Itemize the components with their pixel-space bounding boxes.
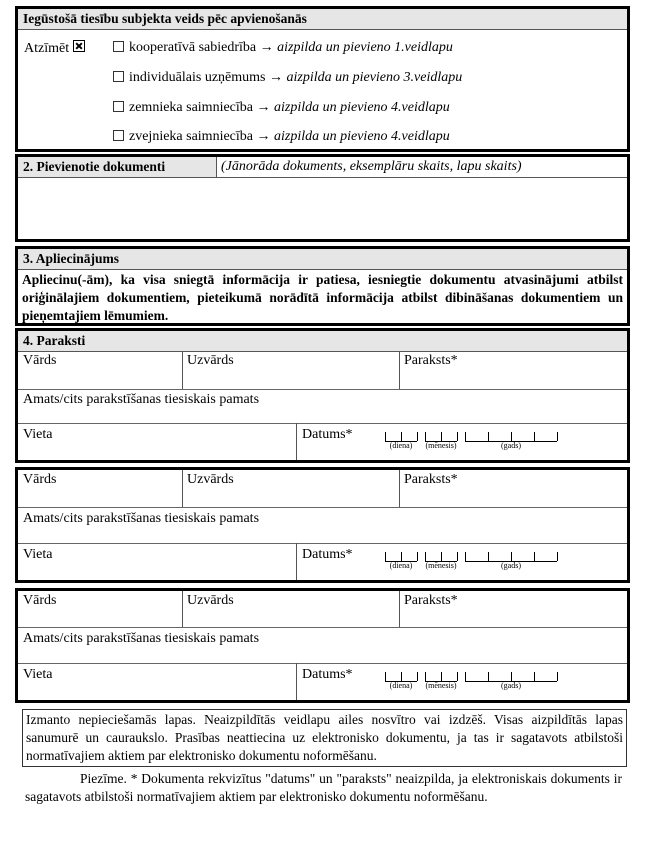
last-name-label: Uzvārds	[187, 593, 234, 608]
first-name-field[interactable]	[23, 472, 56, 488]
signature-block-2	[15, 467, 630, 583]
date-year-tick	[511, 672, 512, 681]
date-year-tick	[465, 672, 466, 681]
last-name-field[interactable]	[187, 472, 234, 488]
first-name-field[interactable]	[23, 593, 56, 609]
option-cooperative[interactable]	[113, 40, 453, 56]
signature-body	[18, 591, 627, 700]
date-month-tick	[457, 672, 458, 681]
date-day-tick	[385, 552, 386, 561]
date-label: Datums*	[302, 427, 353, 442]
date-year-tick	[465, 552, 466, 561]
mark-label: Atzīmēt	[24, 41, 70, 56]
col-divider	[182, 352, 183, 389]
position-field[interactable]	[23, 392, 259, 408]
date-field[interactable]	[302, 547, 353, 563]
position-field[interactable]	[23, 631, 259, 647]
date-month-tick	[441, 672, 442, 681]
date-year-tick	[534, 552, 535, 561]
last-name-field[interactable]	[187, 593, 234, 609]
checked-box-icon	[73, 40, 85, 52]
date-year-tick	[557, 552, 558, 561]
option-label: zvejnieka saimniecība	[129, 129, 253, 144]
place-field[interactable]	[23, 667, 52, 683]
date-field[interactable]	[302, 427, 353, 443]
option-action: aizpilda un pievieno 3.veidlapu	[286, 70, 463, 85]
checkbox-farm[interactable]	[113, 101, 124, 112]
checkbox-fishery[interactable]	[113, 130, 124, 141]
place-label: Vieta	[23, 427, 53, 442]
col-divider	[296, 543, 297, 580]
first-name-label: Vārds	[23, 353, 57, 368]
position-label: Amats/cits parakstīšanas tiesiskais pamats	[23, 392, 260, 407]
date-day-label: (diena)	[389, 561, 413, 570]
date-year-tick	[557, 672, 558, 681]
option-individual[interactable]	[113, 70, 462, 86]
option-action: aizpilda un pievieno 1.veidlapu	[277, 40, 453, 55]
col-divider	[182, 591, 183, 627]
date-year-label: (gads)	[501, 561, 521, 570]
date-year-label: (gads)	[501, 681, 521, 690]
option-label: zemnieka saimniecība	[129, 100, 253, 115]
signature-body	[18, 352, 627, 460]
signature-field[interactable]	[404, 593, 458, 609]
arrow-icon: →	[259, 40, 274, 55]
date-label: Datums*	[302, 667, 353, 682]
instructions-note: Izmanto nepieciešamās lapas. Neaizpildītās veidlapu ailes nosvītro vai izdzēš. Visas aizpildītās lapas sanumurē un cauraukslo. Prasības neattiecina uz elektronisko dokumentu, ja tas ir sagatavots atbilstoši normatīvajiem aktiem par elektronisko dokumentu noformēšanu.	[22, 709, 627, 767]
date-label: Datums*	[302, 547, 353, 562]
place-field[interactable]	[23, 547, 52, 563]
date-month-tick	[425, 552, 426, 561]
col-divider	[399, 591, 400, 627]
date-month-label: (mēnesis)	[425, 441, 457, 450]
col-divider	[182, 470, 183, 507]
signature-label: Paraksts*	[404, 593, 458, 608]
section-entity-type	[15, 6, 630, 152]
position-label: Amats/cits parakstīšanas tiesiskais pamats	[23, 511, 260, 526]
col-divider	[399, 352, 400, 389]
position-label: Amats/cits parakstīšanas tiesiskais pamats	[23, 631, 260, 646]
date-year-tick	[534, 672, 535, 681]
place-label: Vieta	[23, 547, 53, 562]
date-year-tick	[534, 432, 535, 441]
date-year-tick	[488, 672, 489, 681]
date-day-tick	[385, 672, 386, 681]
date-month-tick	[425, 672, 426, 681]
footnote: Piezīme. * Dokumenta rekvizītus "datums" un "paraksts" neaizpilda, ja elektroniskais dokuments ir sagatavots atbilstoši normatīvajiem aktiem par elektronisko dokumentu noformēšanu.	[25, 771, 622, 804]
date-day-tick	[401, 552, 402, 561]
signature-body	[18, 470, 627, 580]
option-action: aizpilda un pievieno 4.veidlapu	[274, 129, 450, 144]
date-month-tick	[441, 432, 442, 441]
first-name-label: Vārds	[23, 593, 57, 608]
signature-block-1	[15, 328, 630, 463]
declaration-text: Apliecinu(-ām), ka visa sniegtā informācija ir patiesa, iesniegtie dokumentu atvasinājumi atbilst oriģinālajiem dokumentiem, pieteikumā norādītā informācija atbilst dibināšanas dokumentiem un pieņemtajiem lēmumiem.	[22, 272, 623, 323]
row-divider	[18, 507, 627, 508]
section-attached-documents-title: 2. Pievienotie dokumenti	[18, 157, 216, 177]
date-year-tick	[557, 432, 558, 441]
date-year-tick	[488, 432, 489, 441]
place-label: Vieta	[23, 667, 53, 682]
mark-legend	[24, 40, 85, 57]
date-day-tick	[401, 432, 402, 441]
section-attached-documents-header	[18, 157, 627, 178]
date-month-label: (mēnesis)	[425, 681, 457, 690]
attached-documents-hint	[221, 157, 522, 177]
date-month-label: (mēnesis)	[425, 561, 457, 570]
date-day-tick	[417, 432, 418, 441]
date-year-tick	[511, 552, 512, 561]
signature-field[interactable]	[404, 353, 458, 369]
date-month-tick	[441, 552, 442, 561]
section-declaration-title: 3. Apliecinājums	[18, 249, 627, 270]
date-day-tick	[385, 432, 386, 441]
option-action: aizpilda un pievieno 4.veidlapu	[274, 100, 450, 115]
hint-text: (Jānorāda dokuments, eksemplāru skaits, lapu skaits)	[221, 159, 522, 174]
date-month-tick	[457, 552, 458, 561]
section-attached-documents	[15, 154, 630, 242]
option-label: individuālais uzņēmums	[129, 70, 266, 85]
date-month-tick	[457, 432, 458, 441]
first-name-label: Vārds	[23, 472, 57, 487]
date-year-tick	[465, 432, 466, 441]
signature-block-3	[15, 588, 630, 703]
signature-field[interactable]	[404, 472, 458, 488]
arrow-icon: →	[268, 70, 283, 85]
row-divider	[18, 627, 627, 628]
position-field[interactable]	[23, 511, 259, 527]
date-month-tick	[425, 432, 426, 441]
arrow-icon: →	[256, 100, 271, 115]
last-name-label: Uzvārds	[187, 353, 234, 368]
col-divider	[296, 663, 297, 700]
date-day-tick	[401, 672, 402, 681]
date-year-label: (gads)	[501, 441, 521, 450]
checkbox-individual[interactable]	[113, 71, 124, 82]
first-name-field[interactable]	[23, 353, 56, 369]
date-day-label: (diena)	[389, 681, 413, 690]
attached-documents-field[interactable]	[18, 179, 627, 239]
signature-label: Paraksts*	[404, 472, 458, 487]
date-day-tick	[417, 552, 418, 561]
option-label: kooperatīvā sabiedrība	[129, 40, 257, 55]
arrow-icon: →	[256, 129, 271, 144]
header-divider	[216, 157, 217, 177]
last-name-label: Uzvārds	[187, 472, 234, 487]
option-fishery[interactable]	[113, 129, 450, 145]
section-declaration	[15, 246, 630, 326]
row-divider	[18, 389, 627, 390]
col-divider	[296, 423, 297, 460]
row-divider	[18, 423, 627, 424]
checkbox-cooperative[interactable]	[113, 41, 124, 52]
section-entity-type-title: Iegūstošā tiesību subjekta veids pēc apvienošanās	[18, 9, 627, 30]
date-day-tick	[417, 672, 418, 681]
date-day-label: (diena)	[389, 441, 413, 450]
section-signatures-title: 4. Paraksti	[18, 331, 627, 352]
option-farm[interactable]	[113, 100, 450, 116]
date-field[interactable]	[302, 667, 353, 683]
row-divider	[18, 663, 627, 664]
date-year-tick	[488, 552, 489, 561]
row-divider	[18, 543, 627, 544]
date-year-tick	[511, 432, 512, 441]
place-field[interactable]	[23, 427, 52, 443]
col-divider	[399, 470, 400, 507]
last-name-field[interactable]	[187, 353, 234, 369]
signature-label: Paraksts*	[404, 353, 458, 368]
